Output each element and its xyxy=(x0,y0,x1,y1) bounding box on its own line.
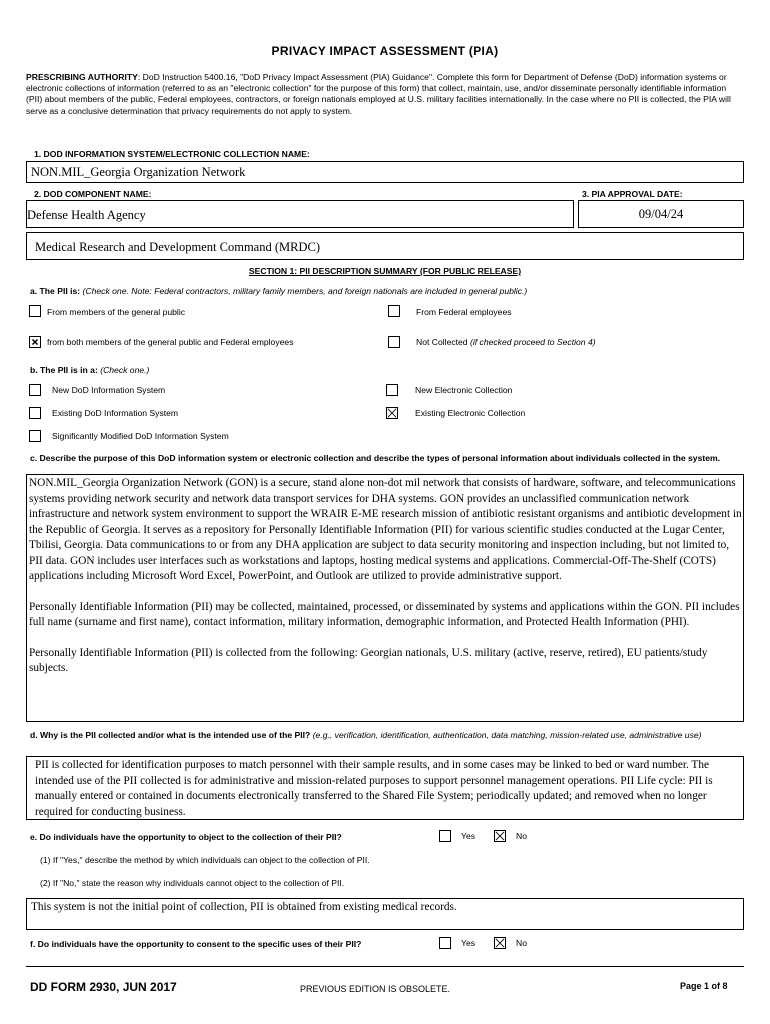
purpose-paragraph: NON.MIL_Georgia Organization Network (GON) is a secure, stand alone non-dot mil network that consists of hardware, software, and telecommunications systems providing network security and network data transport services for DHA systems. GON provides an unclassified communication network infrastructure and network system environment to support the WRAIR E-ME research mission of antibiotic resistant organisms and antibiotic development in the Republic of Georgia. It serves as a repository for Personally Identifiable Information (PII) for various scientific studies conducted at the Lugar Center, Tbilisi, Georgia. Data communications to or from any DHA application are subject to data security monitoring and inspection including, but not limited to, PII data. GON includes user interfaces such as workstations and laptops, hosting medical systems and applications. Commercial-Off-The-Shelf (COTS) applications including Microsoft Word Excel, PowerPoint, and Outlook are utilized to provide administrative support. xyxy=(29,477,742,582)
option-not-collected-note: (if checked proceed to Section 4) xyxy=(469,337,596,347)
option-not-collected-label: Not Collected xyxy=(416,337,468,347)
option-both-public-federal: from both members of the general public and Federal employees xyxy=(47,337,294,347)
q3-label: 3. PIA APPROVAL DATE: xyxy=(582,189,683,199)
option-existing-dod-system: Existing DoD Information System xyxy=(52,408,179,418)
question-d-note: (e.g., verification, identification, authentication, data matching, mission-related use, administrative use) xyxy=(312,730,702,740)
purpose-paragraph: Personally Identifiable Information (PII) may be collected, maintained, processed, or disseminated by systems and applications within the GON. PII includes full name (surname and first name), contact information, military information, demographic information, and Protected Health Information (PHI). xyxy=(29,600,740,628)
pii-use-field[interactable]: PII is collected for identification purposes to match personnel with their sample results, and in some cases may be linked to bed or ward number. The intended use of the PII collected is for administrative and mission-related purposes to support personnel management operations. PII Life cycle: PII is manually entered or contained in documents electronically transferred to the Shared File System; periodically updated; and removed when no longer required for conducting business. xyxy=(26,756,744,820)
question-f-label: f. Do individuals have the opportunity to consent to the specific uses of their PII? xyxy=(30,939,362,949)
option-f-yes: Yes xyxy=(461,938,476,948)
option-f-no: No xyxy=(516,938,527,948)
checkmark-x-icon xyxy=(495,831,505,841)
question-a-label: a. The PII is: xyxy=(30,286,81,296)
option-e-no: No xyxy=(516,831,527,841)
question-d-label: d. Why is the PII collected and/or what is the intended use of the PII? xyxy=(30,730,311,740)
checkbox-e-yes[interactable] xyxy=(439,830,451,842)
edition-note: PREVIOUS EDITION IS OBSOLETE. xyxy=(300,984,451,994)
checkbox-both-public-federal[interactable] xyxy=(29,336,41,348)
checkbox-federal-employees[interactable] xyxy=(388,305,400,317)
question-e-sub1: (1) If "Yes," describe the method by which individuals can object to the collection of PII. xyxy=(40,855,370,865)
component-name-field[interactable]: Defense Health Agency xyxy=(26,200,574,228)
option-modified-dod-system: Significantly Modified DoD Information System xyxy=(52,431,229,441)
checkmark-x-icon xyxy=(495,938,505,948)
question-b-note: (Check one.) xyxy=(100,365,150,375)
form-title: PRIVACY IMPACT ASSESSMENT (PIA) xyxy=(271,44,499,58)
object-reason-field[interactable]: This system is not the initial point of collection, PII is obtained from existing medical records. xyxy=(26,898,744,930)
prescribing-authority xyxy=(26,72,744,117)
checkbox-general-public[interactable] xyxy=(29,305,41,317)
option-new-electronic-collection: New Electronic Collection xyxy=(415,385,513,395)
purpose-description-field[interactable] xyxy=(26,474,744,722)
system-name-field[interactable]: NON.MIL_Georgia Organization Network xyxy=(26,161,744,183)
option-new-dod-system: New DoD Information System xyxy=(52,385,166,395)
question-d xyxy=(30,730,742,741)
option-federal-employees: From Federal employees xyxy=(416,307,512,317)
question-e-sub2: (2) If "No," state the reason why individuals cannot object to the collection of PII. xyxy=(40,878,345,888)
question-c-label: c. Describe the purpose of this DoD information system or electronic collection and describe the types of personal information about individuals collected in the system. xyxy=(30,453,721,463)
page-number: Page 1 of 8 xyxy=(680,981,728,991)
checkbox-not-collected[interactable] xyxy=(388,336,400,348)
checkbox-e-no[interactable] xyxy=(494,830,506,842)
checkbox-existing-dod-system[interactable] xyxy=(29,407,41,419)
checkbox-new-dod-system[interactable] xyxy=(29,384,41,396)
section1-heading: SECTION 1: PII DESCRIPTION SUMMARY (FOR PUBLIC RELEASE) xyxy=(248,266,522,276)
question-a xyxy=(30,286,527,296)
footer-divider xyxy=(26,966,744,967)
question-a-note: (Check one. Note: Federal contractors, military family members, and foreign nationals are included in general public.) xyxy=(82,286,528,296)
q2-label: 2. DOD COMPONENT NAME: xyxy=(34,189,152,199)
option-general-public: From members of the general public xyxy=(47,307,186,317)
checkbox-f-yes[interactable] xyxy=(439,937,451,949)
question-b-label: b. The PII is in a: xyxy=(30,365,98,375)
sub-component-field[interactable]: Medical Research and Development Command (MRDC) xyxy=(26,232,744,260)
q1-label: 1. DOD INFORMATION SYSTEM/ELECTRONIC COLLECTION NAME: xyxy=(34,149,310,159)
checkmark-x-icon xyxy=(30,337,40,347)
option-e-yes: Yes xyxy=(461,831,476,841)
purpose-paragraph: Personally Identifiable Information (PII) is collected from the following: Georgian nationals, U.S. military (active, reserve, retired), EU patients/study subjects. xyxy=(29,646,708,674)
authority-label: PRESCRIBING AUTHORITY xyxy=(26,72,138,82)
question-e-label: e. Do individuals have the opportunity to object to the collection of their PII? xyxy=(30,832,342,842)
checkmark-x-icon xyxy=(387,408,397,418)
option-not-collected xyxy=(416,337,596,347)
authority-text: : DoD Instruction 5400.16, "DoD Privacy Impact Assessment (PIA) Guidance". Complete this form for Department of Defense (DoD) information systems or electronic collections of information (referred to as an "electronic collection" for the purpose of this form) that collect, maintain, use, and/or disseminate personally identifiable information (PII) about members of the public, Federal employees, contractors, or foreign nationals employed at U.S. military facilities internationally. In the case where no PII is collected, the PIA will serve as a conclusive determination that privacy requirements do not apply to system. xyxy=(26,72,731,116)
approval-date-field[interactable]: 09/04/24 xyxy=(578,200,744,228)
form-number: DD FORM 2930, JUN 2017 xyxy=(30,980,177,994)
checkbox-existing-electronic-collection[interactable] xyxy=(386,407,398,419)
checkbox-new-electronic-collection[interactable] xyxy=(386,384,398,396)
checkbox-modified-dod-system[interactable] xyxy=(29,430,41,442)
checkbox-f-no[interactable] xyxy=(494,937,506,949)
question-b xyxy=(30,365,149,375)
option-existing-electronic-collection: Existing Electronic Collection xyxy=(415,408,526,418)
